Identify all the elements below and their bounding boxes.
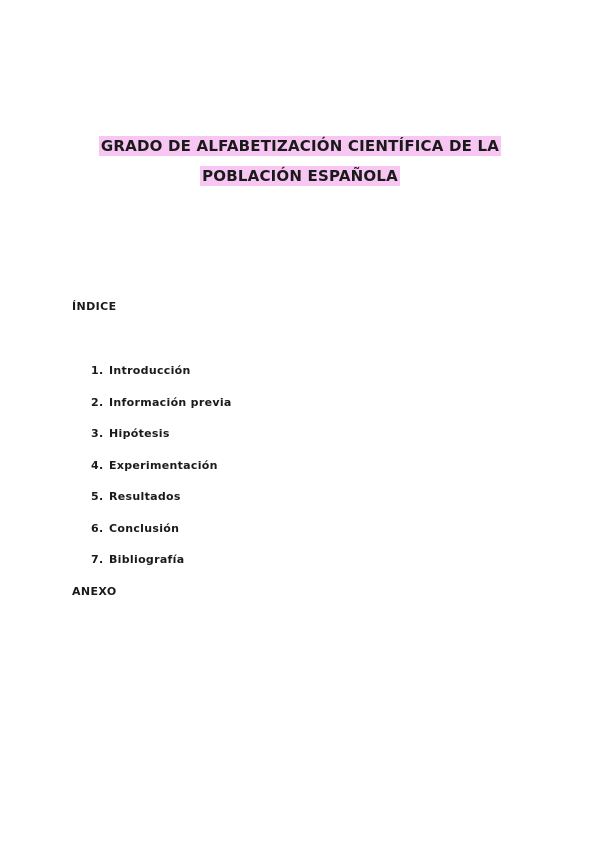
- toc-item-label: Introducción: [109, 364, 191, 377]
- toc-item-label: Resultados: [109, 490, 181, 503]
- toc-item-number: 6.: [91, 521, 104, 535]
- toc-item-number: 1.: [91, 364, 104, 377]
- toc-item: [91, 364, 232, 396]
- toc-item-label: Hipótesis: [109, 427, 170, 440]
- toc-item-label: Bibliografía: [109, 553, 185, 566]
- toc-item: [91, 522, 232, 554]
- toc-item-number: 4.: [91, 458, 104, 472]
- toc-item-label: Conclusión: [109, 521, 180, 535]
- table-of-contents: [91, 364, 232, 585]
- toc-item: [91, 553, 232, 585]
- toc-item-number: 3.: [91, 427, 104, 440]
- toc-item-number: 7.: [91, 553, 104, 566]
- title-highlight-2: POBLACIÓN ESPAÑOLA: [202, 167, 398, 185]
- annex-heading: ANEXO: [72, 585, 117, 598]
- index-heading: ÍNDICE: [72, 300, 117, 313]
- toc-item: [91, 427, 232, 459]
- title-highlight-1: GRADO DE ALFABETIZACIÓN CIENTÍFICA DE LA: [100, 137, 500, 155]
- document-title-line-1: [0, 137, 600, 155]
- toc-item-number: 2.: [91, 395, 104, 409]
- toc-item-label: Experimentación: [109, 458, 218, 472]
- document-title-line-2: [0, 167, 600, 185]
- toc-item-label: Información previa: [109, 395, 232, 409]
- toc-item: [91, 459, 232, 491]
- toc-item: [91, 490, 232, 522]
- toc-item: [91, 396, 232, 428]
- toc-item-number: 5.: [91, 490, 104, 503]
